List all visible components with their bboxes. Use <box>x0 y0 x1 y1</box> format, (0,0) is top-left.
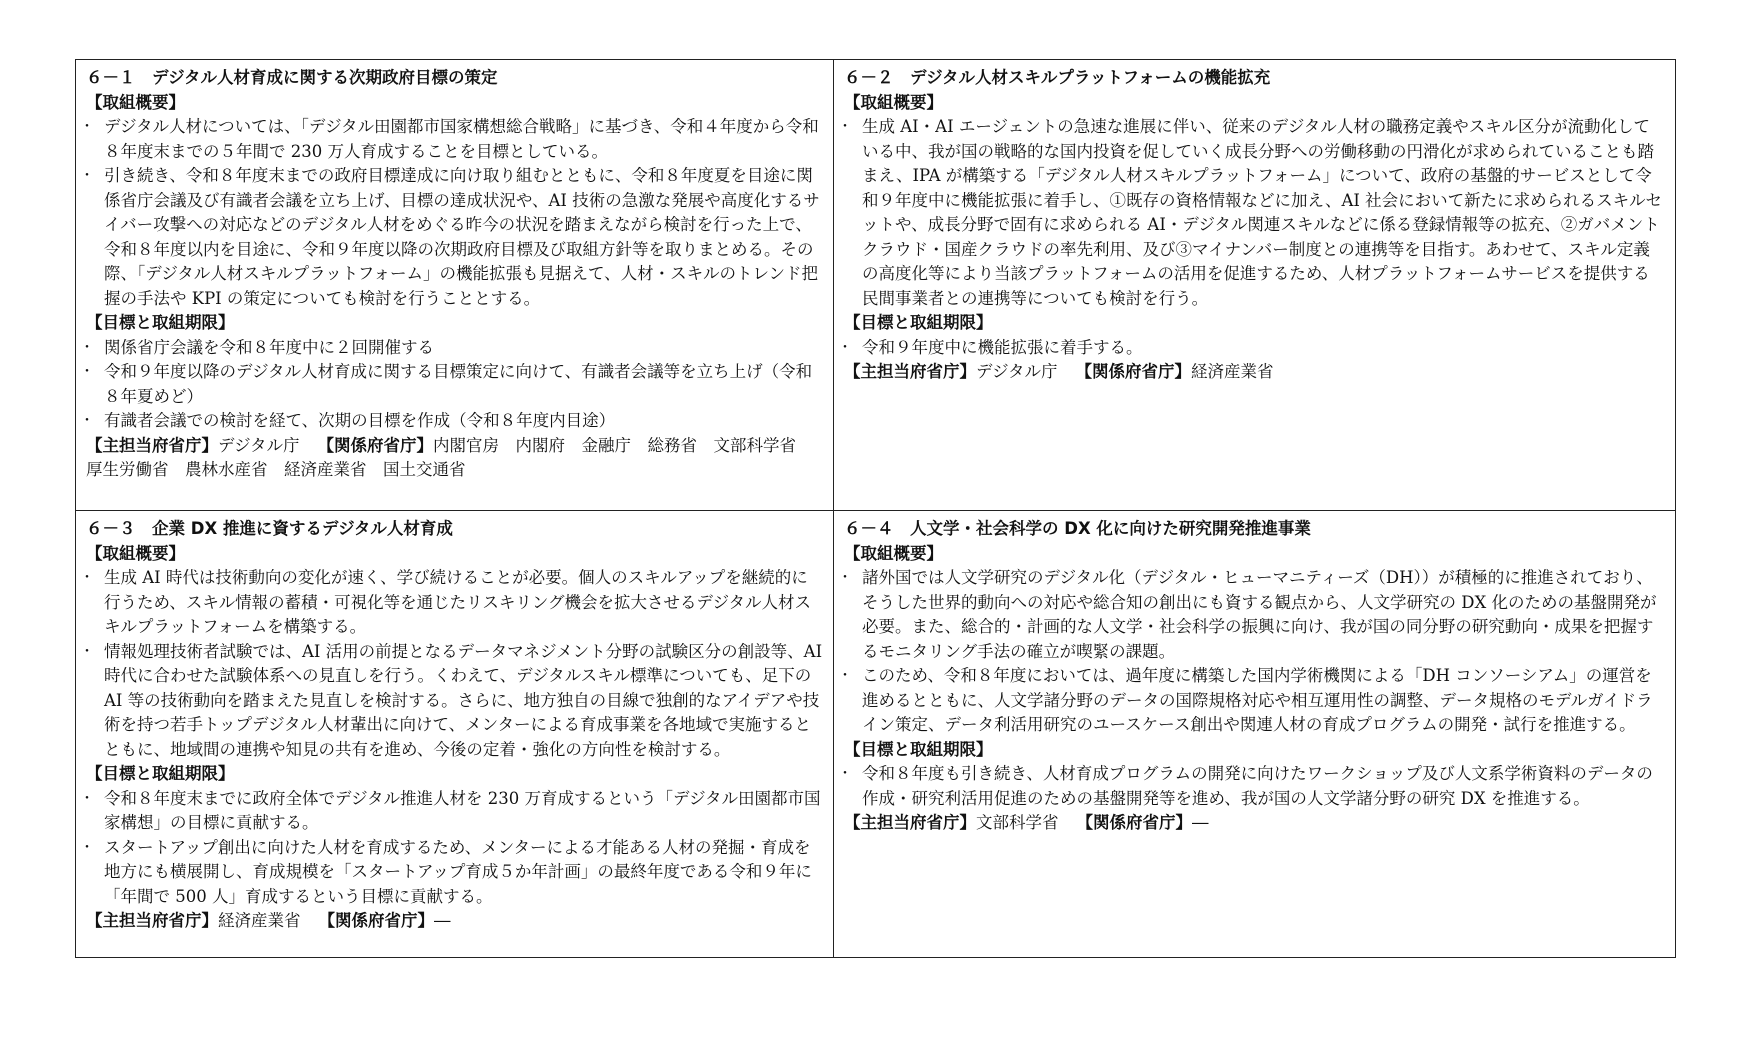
related-ministries: 経済産業省 <box>1191 362 1274 381</box>
list-item: ・ 諸外国では人文学研究のデジタル化（デジタル・ヒューマニティーズ（DH））が積極的に推進されており、そうした世界的動向への対応や総合知の創出にも資する観点から、人文学研究の DX 化のための基盤開発が必要。また、総合的・計画的な人文学・社会科学の振興に向け、我が国の同分野の研究動向・成果を把握するモニタリング手法の確立が喫緊の課題。 <box>844 566 1665 664</box>
related-ministries-label: 【関係府省庁】 <box>317 435 434 455</box>
cell-title: ６－３ 企業 DX 推進に資するデジタル人材育成 <box>86 519 453 538</box>
list-item: ・ このため、令和８年度においては、過年度に構築した国内学術機関による「DH コンソーシアム」の運営を進めるとともに、人文学諸分野のデータの国際規格対応や相互運用性の調整、データ規格のモデルガイドライン策定、データ利活用研究のユースケース創出や関連人材の育成プログラムの開発・試行を推進する。 <box>844 664 1665 738</box>
goals-list <box>86 787 823 910</box>
overview-list <box>844 115 1665 311</box>
list-item: ・ 令和８年度末までに政府全体でデジタル推進人材を 230 万育成するという「デジタル田園都市国家構想」の目標に貢献する。 <box>86 787 823 836</box>
lead-ministry-label: 【主担当府省庁】 <box>844 362 976 381</box>
related-ministries: ― <box>434 911 451 930</box>
related-ministries: ― <box>1192 813 1209 832</box>
list-item: ・ 令和９年度中に機能拡張に着手する。 <box>844 336 1665 361</box>
list-item: ・ スタートアップ創出に向けた人材を育成するため、メンターによる才能ある人材の発掘・育成を地方にも横展開し、育成規模を「スタートアップ育成５か年計画」の最終年度である令和９年に「年間で 500 人」育成するという目標に貢献する。 <box>86 836 823 910</box>
ministries-line <box>844 360 1665 385</box>
list-item: ・ 生成 AI・AI エージェントの急速な進展に伴い、従来のデジタル人材の職務定義やスキル区分が流動化している中、我が国の戦略的な国内投資を促していく成長分野への労働移動の円滑化が求められていることも踏まえ、IPA が構築する「デジタル人材スキルプラットフォーム」について、政府の基盤的サービスとして令和９年度中に機能拡張に着手し、①既存の資格情報などに加え、AI 社会において新たに求められるスキルセットや、成長分野で固有に求められる AI・デジタル関連スキルなどに係る登録情報等の拡充、②ガバメントクラウド・国産クラウドの率先利用、及び③マイナンバー制度との連携等を目指す。あわせて、スキル定義の高度化等により当該プラットフォームの活用を促進するため、人材プラットフォームサービスを提供する民間事業者との連携等についても検討を行う。 <box>844 115 1665 311</box>
lead-ministry-label: 【主担当府省庁】 <box>86 435 218 455</box>
lead-ministry: デジタル庁 <box>976 362 1058 381</box>
list-item: ・ 生成 AI 時代は技術動向の変化が速く、学び続けることが必要。個人のスキルアップを継続的に行うため、スキル情報の蓄積・可視化等を通じたリスキリング機会を拡大させるデジタル人材スキルプラットフォームを構築する。 <box>86 566 823 640</box>
related-ministries-label: 【関係府省庁】 <box>1075 362 1192 381</box>
list-item: ・ デジタル人材については、「デジタル田園都市国家構想総合戦略」に基づき、令和４年度から令和８年度末までの５年間で 230 万人育成することを目標としている。 <box>86 115 823 164</box>
goals-heading: 【目標と取組期限】 <box>844 313 993 332</box>
lead-ministry: 文部科学省 <box>976 813 1059 832</box>
lead-ministry: デジタル庁 <box>218 435 300 455</box>
related-ministries: 内閣官房 内閣府 金融庁 総務省 文部科学省 厚生労働省 農林水産省 経済産業省 国土交通省 <box>86 435 813 479</box>
overview-heading: 【取組概要】 <box>844 543 943 563</box>
goals-list <box>844 762 1665 811</box>
ministries-line <box>86 909 823 934</box>
overview-heading: 【取組概要】 <box>86 543 185 563</box>
list-item: ・ 関係省庁会議を令和８年度中に２回開催する <box>86 336 823 361</box>
overview-list <box>86 566 823 762</box>
policy-table <box>75 59 1676 958</box>
cell-title: ６－１ デジタル人材育成に関する次期政府目標の策定 <box>86 68 498 87</box>
list-item: ・ 令和８年度も引き続き、人材育成プログラムの開発に向けたワークショップ及び人文系学術資料のデータの作成・研究利活用促進のための基盤開発等を進め、我が国の人文学諸分野の研究 DX を推進する。 <box>844 762 1665 811</box>
list-item: ・ 引き続き、令和８年度末までの政府目標達成に向け取り組むとともに、令和８年度夏を目途に関係省庁会議及び有識者会議を立ち上げ、目標の達成状況や、AI 技術の急激な発展や高度化するサイバー攻撃への対応などのデジタル人材をめぐる昨今の状況を踏まえながら検討を行った上で、令和８年度以内を目途に、令和９年度以降の次期政府目標及び取組方針等を取りまとめる。その際、「デジタル人材スキルプラットフォーム」の機能拡張も見据えて、人材・スキルのトレンド把握の手法や KPI の策定についても検討を行うこととする。 <box>86 164 823 311</box>
overview-heading: 【取組概要】 <box>844 92 943 112</box>
ministries-line <box>86 434 823 483</box>
goals-heading: 【目標と取組期限】 <box>86 313 235 332</box>
lead-ministry-label: 【主担当府省庁】 <box>86 911 218 930</box>
related-ministries-label: 【関係府省庁】 <box>1076 813 1192 832</box>
cell-6-4 <box>834 511 1675 957</box>
cell-6-1 <box>76 60 834 511</box>
related-ministries-label: 【関係府省庁】 <box>318 911 434 930</box>
lead-ministry: 経済産業省 <box>218 911 301 930</box>
list-item: ・ 情報処理技術者試験では、AI 活用の前提となるデータマネジメント分野の試験区分の創設等、AI 時代に合わせた試験体系への見直しを行う。くわえて、デジタルスキル標準についても、足下の AI 等の技術動向を踏まえた見直しを検討する。さらに、地方独自の目線で独創的なアイデアや技術を持つ若手トップデジタル人材輩出に向けて、メンターによる育成事業を各地域で実施するとともに、地域間の連携や知見の共有を進め、今後の定着・強化の方向性を検討する。 <box>86 640 823 763</box>
lead-ministry-label: 【主担当府省庁】 <box>844 813 976 832</box>
cell-title: ６－２ デジタル人材スキルプラットフォームの機能拡充 <box>844 68 1271 87</box>
cell-6-2 <box>834 60 1675 511</box>
goals-heading: 【目標と取組期限】 <box>86 764 235 783</box>
goals-list <box>844 336 1665 361</box>
overview-list <box>844 566 1665 738</box>
list-item: ・ 令和９年度以降のデジタル人材育成に関する目標策定に向けて、有識者会議等を立ち上げ（令和８年夏めど） <box>86 360 823 409</box>
ministries-line <box>844 811 1665 836</box>
goals-list <box>86 336 823 434</box>
list-item: ・ 有識者会議での検討を経て、次期の目標を作成（令和８年度内目途） <box>86 409 823 434</box>
overview-heading: 【取組概要】 <box>86 92 185 112</box>
cell-title: ６－４ 人文学・社会科学の DX 化に向けた研究開発推進事業 <box>844 519 1311 538</box>
overview-list <box>86 115 823 311</box>
goals-heading: 【目標と取組期限】 <box>844 739 993 759</box>
cell-6-3 <box>76 511 834 957</box>
